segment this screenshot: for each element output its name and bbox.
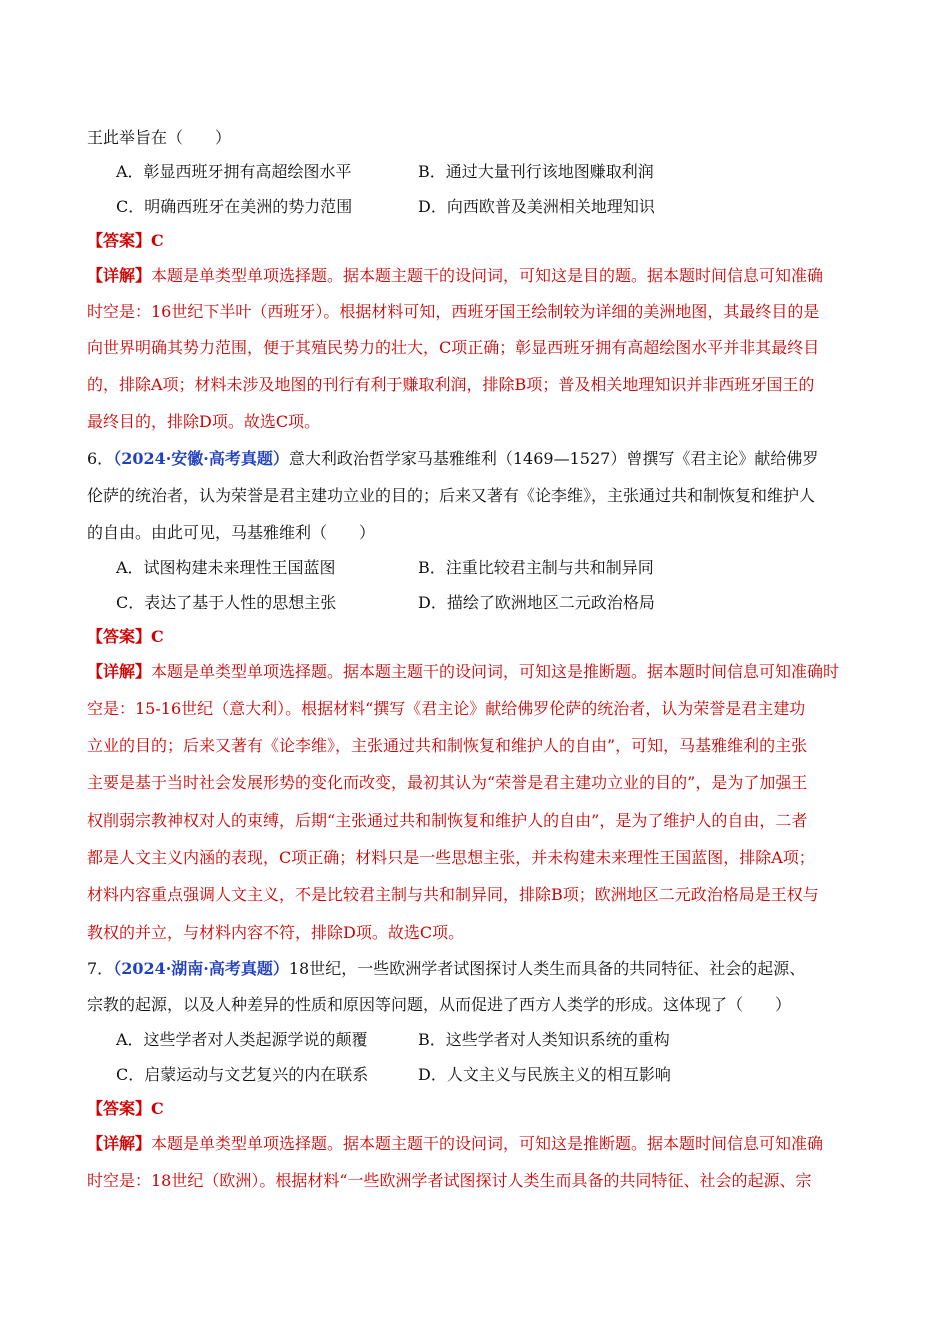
q7-detail-line-2: 时空是：18世纪（欧洲）。根据材料“一些欧洲学者试图探讨人类生而具备的共同特征、社会的起源、宗: [87, 1171, 812, 1190]
q6-detail-line-2: 空是：15-16世纪（意大利）。根据材料“撰写《君主论》献给佛罗伦萨的统治者，认为荣誉是君主建功: [87, 699, 806, 718]
answer-value: C: [151, 627, 164, 646]
q6-stem-line-3: 的自由。由此可见，马基雅维利（ ）: [87, 523, 376, 542]
question-source: （2024·安徽·高考真题）: [113, 449, 289, 468]
q6-option-a: A．试图构建未来理性王国蓝图: [116, 558, 336, 577]
q6-detail-line-3: 立业的目的；后来又著有《论李维》，主张通过共和制恢复和维护人的自由”，可知，马基雅维利的主张: [87, 736, 808, 755]
q5-detail-line-5: 最终目的，排除D项。故选C项。: [87, 412, 321, 431]
q6-option-d: D．描绘了欧洲地区二元政治格局: [418, 593, 655, 612]
q5-option-a: A．彰显西班牙拥有高超绘图水平: [116, 162, 352, 181]
q5-option-d: D．向西欧普及美洲相关地理知识: [418, 197, 655, 216]
q6-detail-line-1: 【详解】本题是单类型单项选择题。据本题主题干的设问词，可知这是推断题。据本题时间信息可知准确时: [87, 662, 840, 681]
q5-answer: [87, 231, 164, 251]
q7-stem-line-2: 宗教的起源，以及人种差异的性质和原因等问题，从而促进了西方人类学的形成。这体现了（ ）: [87, 995, 792, 1014]
q6-stem-line-1: 6．（2024·安徽·高考真题）意大利政治哲学家马基雅维利（1469—1527）曾撰写《君主论》献给佛罗: [87, 449, 819, 468]
q5-stem-tail: 王此举旨在（ ）: [87, 128, 232, 147]
answer-value: C: [151, 231, 164, 250]
q6-detail-line-8: 教权的并立，与材料内容不符，排除D项。故选C项。: [87, 923, 465, 942]
answer-label: 【答案】: [87, 1099, 152, 1118]
q6-answer: [87, 627, 164, 647]
q6-option-c: C．表达了基于人性的思想主张: [116, 593, 337, 612]
detail-label: 【详解】: [87, 662, 152, 681]
q7-option-b: B．这些学者对人类知识系统的重构: [418, 1030, 670, 1049]
q6-detail-line-4: 主要是基于当时社会发展形势的变化而改变，最初其认为“荣誉是君主建功立业的目的”，是为了加强王: [87, 773, 808, 792]
q7-stem-line-1: 7．（2024·湖南·高考真题）18世纪，一些欧洲学者试图探讨人类生而具备的共同特征、社会的起源、: [87, 959, 806, 978]
question-number: 7．: [87, 959, 114, 978]
q6-stem-line-2: 伦萨的统治者，认为荣誉是君主建功立业的目的；后来又著有《论李维》，主张通过共和制恢复和维护人: [87, 486, 816, 505]
q5-detail-line-1: 【详解】本题是单类型单项选择题。据本题主题干的设问词，可知这是目的题。据本题时间信息可知准确: [87, 266, 824, 285]
q6-detail-line-5: 权削弱宗教神权对人的束缚，后期“主张通过共和制恢复和维护人的自由”，是为了维护人的自由，二者: [87, 811, 808, 830]
question-number: 6．: [87, 449, 114, 468]
answer-value: C: [151, 1099, 164, 1118]
q5-option-b: B．通过大量刊行该地图赚取利润: [418, 162, 654, 181]
detail-label: 【详解】: [87, 266, 152, 285]
q7-answer: [87, 1099, 164, 1119]
q5-detail-line-2: 时空是：16世纪下半叶（西班牙）。根据材料可知，西班牙国王绘制较为详细的美洲地图，其最终目的是: [87, 302, 820, 321]
q6-detail-line-6: 都是人文主义内涵的表现，C项正确；材料只是一些思想主张，并未构建未来理性王国蓝图，排除A项；: [87, 848, 815, 867]
q6-option-b: B．注重比较君主制与共和制异同: [418, 558, 654, 577]
answer-label: 【答案】: [87, 627, 152, 646]
q6-detail-line-7: 材料内容重点强调人文主义，不是比较君主制与共和制异同，排除B项；欧洲地区二元政治格局是王权与: [87, 885, 819, 904]
q7-option-d: D．人文主义与民族主义的相互影响: [418, 1065, 671, 1084]
q7-option-a: A．这些学者对人类起源学说的颠覆: [116, 1030, 368, 1049]
question-source: （2024·湖南·高考真题）: [113, 959, 289, 978]
q5-detail-line-3: 向世界明确其势力范围，便于其殖民势力的壮大，C项正确；彰显西班牙拥有高超绘图水平并非其最终目: [87, 338, 820, 357]
q7-option-c: C．启蒙运动与文艺复兴的内在联系: [116, 1065, 369, 1084]
detail-label: 【详解】: [87, 1134, 152, 1153]
q5-detail-line-4: 的，排除A项；材料未涉及地图的刊行有利于赚取利润，排除B项；普及相关地理知识并非西班牙国王的: [87, 375, 815, 394]
q7-detail-line-1: 【详解】本题是单类型单项选择题。据本题主题干的设问词，可知这是推断题。据本题时间信息可知准确: [87, 1134, 824, 1153]
q5-option-c: C．明确西班牙在美洲的势力范围: [116, 197, 353, 216]
answer-label: 【答案】: [87, 231, 152, 250]
